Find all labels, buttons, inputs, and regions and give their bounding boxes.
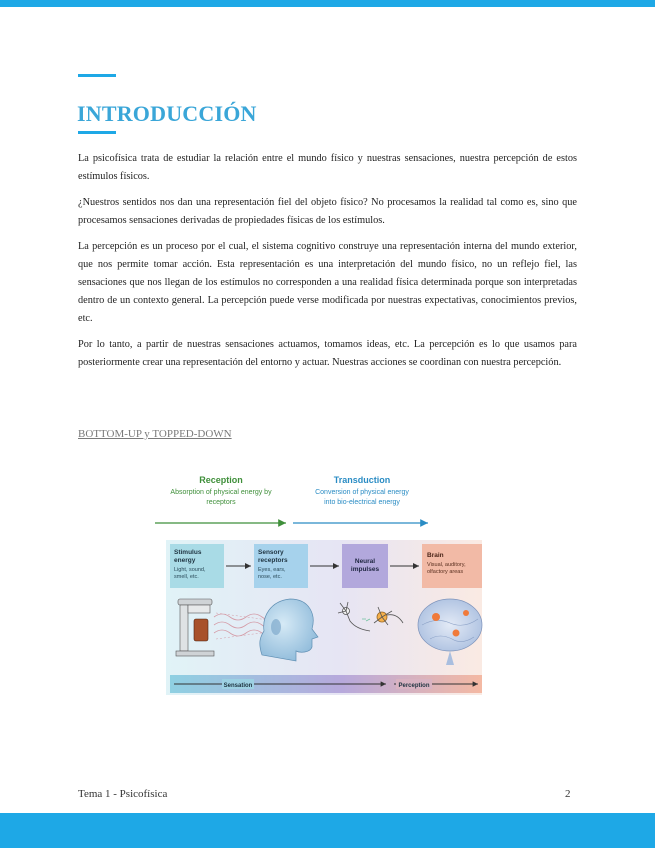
perception-label: Perception xyxy=(398,683,430,689)
brain-title: Brain xyxy=(427,552,444,559)
footer-document-title: Tema 1 - Psicofísica xyxy=(78,788,168,800)
stimulus-title: energy xyxy=(174,557,196,564)
transduction-desc: Conversion of physical energy xyxy=(315,489,409,496)
brain-sub: Visual, auditory, xyxy=(427,562,466,568)
footer-page-number: 2 xyxy=(565,788,571,800)
transduction-title: Transduction xyxy=(333,475,391,485)
paragraph: La psicofísica trata de estudiar la relación entre el mundo físico y nuestras sensaciones, nuestra percepción de estos estímulos físicos. xyxy=(78,153,577,182)
stimulus-title: Stimulus xyxy=(174,549,202,556)
paragraph: La percepción es un proceso por el cual, el sistema cognitivo construye una representación interna del mundo exterior, que nos permite tomar acción. Esta representación es una interpretación del mundo físico, no un reflejo fiel, las sensaciones que nos llegan de los estímulos no corresponden a una realidad física determinada porque son interpretadas dentro de un contexto general. La percepción puede verse modificada por nuestras expectativas, conocimientos previos, etc. xyxy=(78,241,577,324)
bottom-color-bar xyxy=(0,813,655,848)
receptors-title: receptors xyxy=(258,557,288,564)
paragraph: ¿Nuestros sentidos nos dan una representación fiel del objeto físico? No procesamos la realidad tal como es, sino que procesamos sensaciones derivadas de propiedades físicas de los estímulos. xyxy=(78,197,577,226)
body-text xyxy=(78,150,577,380)
top-color-bar xyxy=(0,0,655,7)
paragraph: Por lo tanto, a partir de nuestras sensaciones actuamos, tomamos ideas, etc. La percepción es lo que usamos para posteriormente crear una representación del entorno y actuar. Nuestras acciones se coordinan con nuestra percepción. xyxy=(78,339,577,368)
reception-desc: Absorption of physical energy by xyxy=(170,489,272,496)
reception-title: Reception xyxy=(199,475,243,485)
impulses-title: Neural xyxy=(354,558,376,565)
title-accent-bottom xyxy=(78,131,116,134)
transduction-desc: into bio-electrical energy xyxy=(324,499,400,506)
title-accent-top xyxy=(78,74,116,77)
perception-diagram xyxy=(150,467,486,701)
impulses-title: impulses xyxy=(350,566,380,573)
section-subheading: BOTTOM-UP y TOPPED-DOWN xyxy=(78,428,232,440)
page-title: INTRODUCCIÓN xyxy=(77,101,257,126)
stimulus-sub: smell, etc. xyxy=(174,574,199,580)
reception-desc: receptors xyxy=(206,499,236,506)
sensation-label: Sensation xyxy=(223,683,253,689)
brain-sub: olfactory areas xyxy=(427,569,464,575)
stimulus-sub: Light, sound, xyxy=(174,567,206,573)
receptors-sub: nose, etc. xyxy=(258,574,282,580)
receptors-title: Sensory xyxy=(258,549,284,556)
receptors-sub: Eyes, ears, xyxy=(258,567,286,573)
